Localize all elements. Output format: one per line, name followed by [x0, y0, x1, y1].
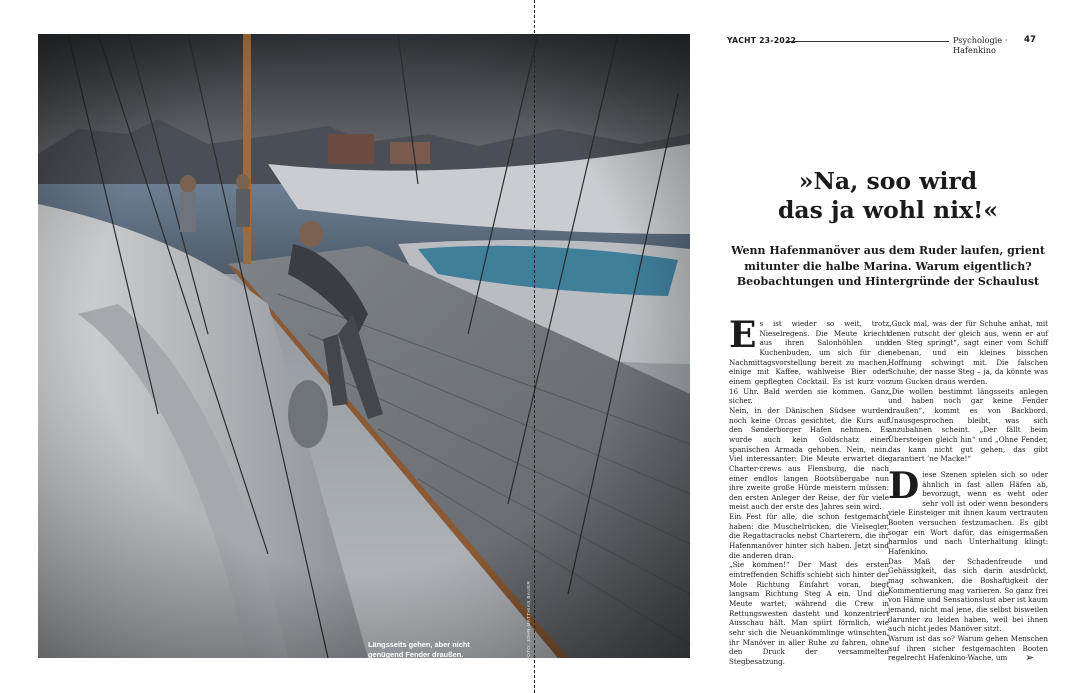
photo-caption: [368, 640, 568, 678]
paragraph: Das Maß der Schadenfreude und Gehässigkeit, das sich darin ausdrückt, mag schwanken, die Boshaftigkeit der Kommentierung mag variieren. So ganz frei von Häme und Sensationslust aber ist kaum jemand, nicht mal jene, die selbst bisweilen darunter zu leiden haben, weil bei ihnen auch nicht jedes Manöver sitzt.: [888, 556, 1048, 634]
page-fold: [534, 0, 535, 693]
paragraph-text: iese Szenen spielen sich so oder ähnlich in fast allen Häfen ab, bevorzugt, wenn es weht oder sehr voll ist oder wenn besonders viele Einsteiger mit ihnen kaum vertrauten Booten versuchen festzumachen. Es gibt sogar ein Wort dafür, das einigermaßen harmlos und nach Unterhaltung klingt: Hafenkino.: [888, 469, 1048, 557]
paragraph: „Guck mal, was der für Schuhe anhat, mit denen rutscht der gleich aus, wenn er auf den Steg springt“, sagt einer vom Schiff nebenan, und ein kleines bisschen Hoffnung schwingt mit. Die falschen Schuhe, der nasse Steg – ja, da könnte was zum Gucken draus werden.: [888, 319, 1048, 386]
paragraph: Nein, in der Dänischen Südsee wurden noch keine Orcas gesichtet, die Kurs auf den Sønderborger Hafen nehmen. Es wurde auch kein Goldschatz einer spanischen Armada gehoben. Nein, nein. Viel interessanter: Die Meute erwartet die Charter-crews aus Flensburg, die nach einer endlos langen Bootsübergabe nun ihre zweite große Hürde meistern müssen: den ersten Anleger der Reise, der für viele meist auch der erste des Jahres sein wird.: [729, 405, 889, 512]
drop-cap: D: [888, 464, 920, 507]
paragraph: „Die wollen bestimmt längsseits anlegen und haben noch gar keine Fender draußen“, kommt es von Backbord. Unausgesprochen bleibt, was sich anzubahnen scheint. „Der fällt beim Übersteigen gleich hin“ und „Ohne Fender, das kann nicht gut gehen, das gibt garantiert ’ne Macke!“: [888, 386, 1048, 464]
caption-line: sich Schadenfreudige gern: [368, 668, 463, 678]
header-rule: [787, 41, 949, 42]
headline-line: »Na, soo wird: [798, 167, 978, 195]
arrow-right-icon: ➢: [1025, 651, 1035, 664]
article-column-1: [729, 314, 889, 667]
sailboat-photo: [38, 34, 690, 678]
paragraph: [729, 314, 889, 406]
paragraph: [888, 464, 1048, 557]
paragraph-text: s ist wieder so weit, trotz Nieselregens. Die Meute kriecht aus ihren Salonhöhlen und Kuchenbuden, um sich für die Nachmittagsvorstellung bereit zu machen, einige mit Kaffee, wahlweise Bier oder einem gepflegten Cocktail. Es ist kurz vor 16 Uhr. Bald werden sie kommen. Ganz sicher.: [729, 319, 889, 406]
caption-line: genügend Fender draußen.: [368, 649, 464, 659]
deck-line: mitunter die halbe Marina. Warum eigentlich?: [744, 259, 1032, 273]
paragraph: „Sie kommen!“ Der Mast des ersten eintreffenden Schiffs schiebt sich hinter der Mole Richtung Einfahrt voran, biegt langsam Richtung Steg A ein. Und die Meute wartet, während die Crew in Rettungswesten dasteht und konzentriert Ausschau hält. Man spürt förmlich, wie sehr sich die Neuankömmlinge wünschten, ihr Manöver in aller Ruhe zu fahren, ohne den Druck der versammelten Stegbesatzung.: [729, 560, 889, 666]
page-number: 47: [1024, 35, 1036, 45]
photo-credit: FOTO: JOHN-MATTHIAS BAUER: [526, 580, 531, 660]
caption-line: An solchen Situationen weiden: [368, 659, 478, 669]
headline-line: das ja wohl nix!«: [777, 196, 999, 224]
paragraph: Ein Fest für alle, die schon festgemacht haben: die Muschelrücken, die Vielsegler, die Regattacracks nebst Charterern, die ihr Hafenmanöver hinter sich haben. Jetzt sind die anderen dran.: [729, 512, 889, 560]
drop-cap: E: [729, 314, 757, 356]
running-header: [727, 35, 1047, 55]
deck-line: Wenn Hafenmanöver aus dem Ruder laufen, grient: [731, 244, 1045, 257]
paragraph: Warum ist das so? Warum gehen Menschen auf ihren sicher festgemachten Booten regelrecht Hafenkino-Wache, um: [888, 634, 1048, 663]
caption-line: Längsseits gehen, aber nicht: [368, 640, 470, 649]
section-title: Psychologie · Hafenkino: [953, 35, 1008, 55]
magazine-issue: YACHT 23-2022: [727, 36, 797, 45]
article-column-2: [888, 319, 1048, 663]
article-headline: [727, 167, 1049, 225]
article-deck: [727, 243, 1049, 290]
photo-illustration: [38, 34, 690, 658]
deck-line: Beobachtungen und Hintergründe der Schaulust: [736, 275, 1040, 288]
